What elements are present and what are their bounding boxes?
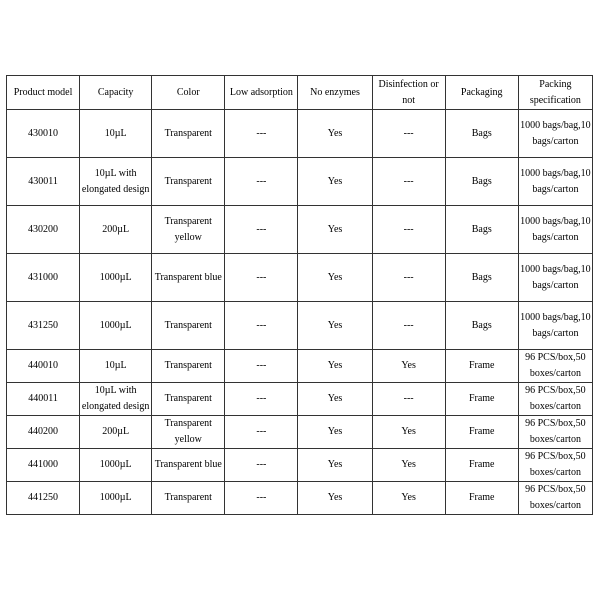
table-row	[7, 416, 593, 449]
cell-color: Transparent	[152, 110, 225, 158]
cell-product-model: 441250	[7, 482, 80, 515]
cell-capacity: 10µL	[80, 110, 152, 158]
table-row	[7, 350, 593, 383]
cell-low-adsorption: ---	[225, 383, 298, 416]
cell-disinfection: Yes	[372, 416, 445, 449]
cell-disinfection: ---	[372, 110, 445, 158]
cell-no-enzymes: Yes	[298, 482, 372, 515]
cell-low-adsorption: ---	[225, 110, 298, 158]
cell-packaging: Frame	[445, 482, 518, 515]
cell-disinfection: Yes	[372, 482, 445, 515]
cell-packaging: Bags	[445, 110, 518, 158]
header-disinfection: Disinfection or not	[372, 76, 445, 110]
cell-color: Transparent blue	[152, 254, 225, 302]
cell-packing-specification: 1000 bags/bag,10 bags/carton	[518, 206, 592, 254]
cell-disinfection: Yes	[372, 350, 445, 383]
cell-color: Transparent blue	[152, 449, 225, 482]
cell-disinfection: Yes	[372, 449, 445, 482]
cell-no-enzymes: Yes	[298, 302, 372, 350]
cell-packaging: Frame	[445, 416, 518, 449]
cell-packing-specification: 96 PCS/box,50 boxes/carton	[518, 350, 592, 383]
cell-low-adsorption: ---	[225, 350, 298, 383]
cell-low-adsorption: ---	[225, 254, 298, 302]
header-low-adsorption: Low adsorption	[225, 76, 298, 110]
table-row	[7, 302, 593, 350]
cell-disinfection: ---	[372, 302, 445, 350]
cell-product-model: 430011	[7, 158, 80, 206]
table-row	[7, 449, 593, 482]
table-row	[7, 383, 593, 416]
cell-color: Transparent	[152, 350, 225, 383]
cell-low-adsorption: ---	[225, 206, 298, 254]
cell-packaging: Bags	[445, 254, 518, 302]
cell-packing-specification: 1000 bags/bag,10 bags/carton	[518, 254, 592, 302]
cell-color: Transparent	[152, 383, 225, 416]
cell-product-model: 440011	[7, 383, 80, 416]
cell-color: Transparent yellow	[152, 206, 225, 254]
header-no-enzymes: No enzymes	[298, 76, 372, 110]
cell-packing-specification: 96 PCS/box,50 boxes/carton	[518, 482, 592, 515]
cell-capacity: 10µL with elongated design	[80, 383, 152, 416]
cell-disinfection: ---	[372, 254, 445, 302]
cell-product-model: 431000	[7, 254, 80, 302]
table-row	[7, 110, 593, 158]
cell-capacity: 200µL	[80, 206, 152, 254]
cell-packaging: Frame	[445, 449, 518, 482]
cell-capacity: 1000µL	[80, 254, 152, 302]
table-body	[7, 110, 593, 515]
cell-no-enzymes: Yes	[298, 206, 372, 254]
cell-capacity: 10µL	[80, 350, 152, 383]
product-spec-table	[6, 75, 593, 515]
cell-color: Transparent	[152, 482, 225, 515]
cell-product-model: 440200	[7, 416, 80, 449]
cell-packing-specification: 1000 bags/bag,10 bags/carton	[518, 158, 592, 206]
cell-packing-specification: 96 PCS/box,50 boxes/carton	[518, 449, 592, 482]
table-header	[7, 76, 593, 110]
cell-disinfection: ---	[372, 158, 445, 206]
cell-low-adsorption: ---	[225, 449, 298, 482]
table-row	[7, 206, 593, 254]
cell-capacity: 1000µL	[80, 449, 152, 482]
cell-low-adsorption: ---	[225, 158, 298, 206]
cell-no-enzymes: Yes	[298, 416, 372, 449]
cell-product-model: 441000	[7, 449, 80, 482]
cell-packaging: Bags	[445, 302, 518, 350]
cell-no-enzymes: Yes	[298, 350, 372, 383]
header-packaging: Packaging	[445, 76, 518, 110]
header-packing-specification: Packing specification	[518, 76, 592, 110]
cell-product-model: 430010	[7, 110, 80, 158]
cell-no-enzymes: Yes	[298, 449, 372, 482]
cell-capacity: 1000µL	[80, 302, 152, 350]
table-row	[7, 158, 593, 206]
cell-packaging: Frame	[445, 383, 518, 416]
cell-product-model: 430200	[7, 206, 80, 254]
cell-packing-specification: 96 PCS/box,50 boxes/carton	[518, 416, 592, 449]
cell-packaging: Bags	[445, 158, 518, 206]
header-color: Color	[152, 76, 225, 110]
cell-color: Transparent yellow	[152, 416, 225, 449]
cell-packing-specification: 1000 bags/bag,10 bags/carton	[518, 110, 592, 158]
table-row	[7, 482, 593, 515]
cell-product-model: 431250	[7, 302, 80, 350]
cell-product-model: 440010	[7, 350, 80, 383]
header-row	[7, 76, 593, 110]
cell-capacity: 1000µL	[80, 482, 152, 515]
cell-low-adsorption: ---	[225, 482, 298, 515]
cell-no-enzymes: Yes	[298, 158, 372, 206]
table-row	[7, 254, 593, 302]
cell-no-enzymes: Yes	[298, 110, 372, 158]
cell-no-enzymes: Yes	[298, 254, 372, 302]
cell-capacity: 200µL	[80, 416, 152, 449]
header-product-model: Product model	[7, 76, 80, 110]
cell-packaging: Bags	[445, 206, 518, 254]
cell-low-adsorption: ---	[225, 416, 298, 449]
cell-low-adsorption: ---	[225, 302, 298, 350]
cell-packing-specification: 96 PCS/box,50 boxes/carton	[518, 383, 592, 416]
cell-color: Transparent	[152, 302, 225, 350]
cell-packing-specification: 1000 bags/bag,10 bags/carton	[518, 302, 592, 350]
cell-no-enzymes: Yes	[298, 383, 372, 416]
cell-color: Transparent	[152, 158, 225, 206]
cell-packaging: Frame	[445, 350, 518, 383]
cell-disinfection: ---	[372, 206, 445, 254]
cell-capacity: 10µL with elongated design	[80, 158, 152, 206]
header-capacity: Capacity	[80, 76, 152, 110]
cell-disinfection: ---	[372, 383, 445, 416]
